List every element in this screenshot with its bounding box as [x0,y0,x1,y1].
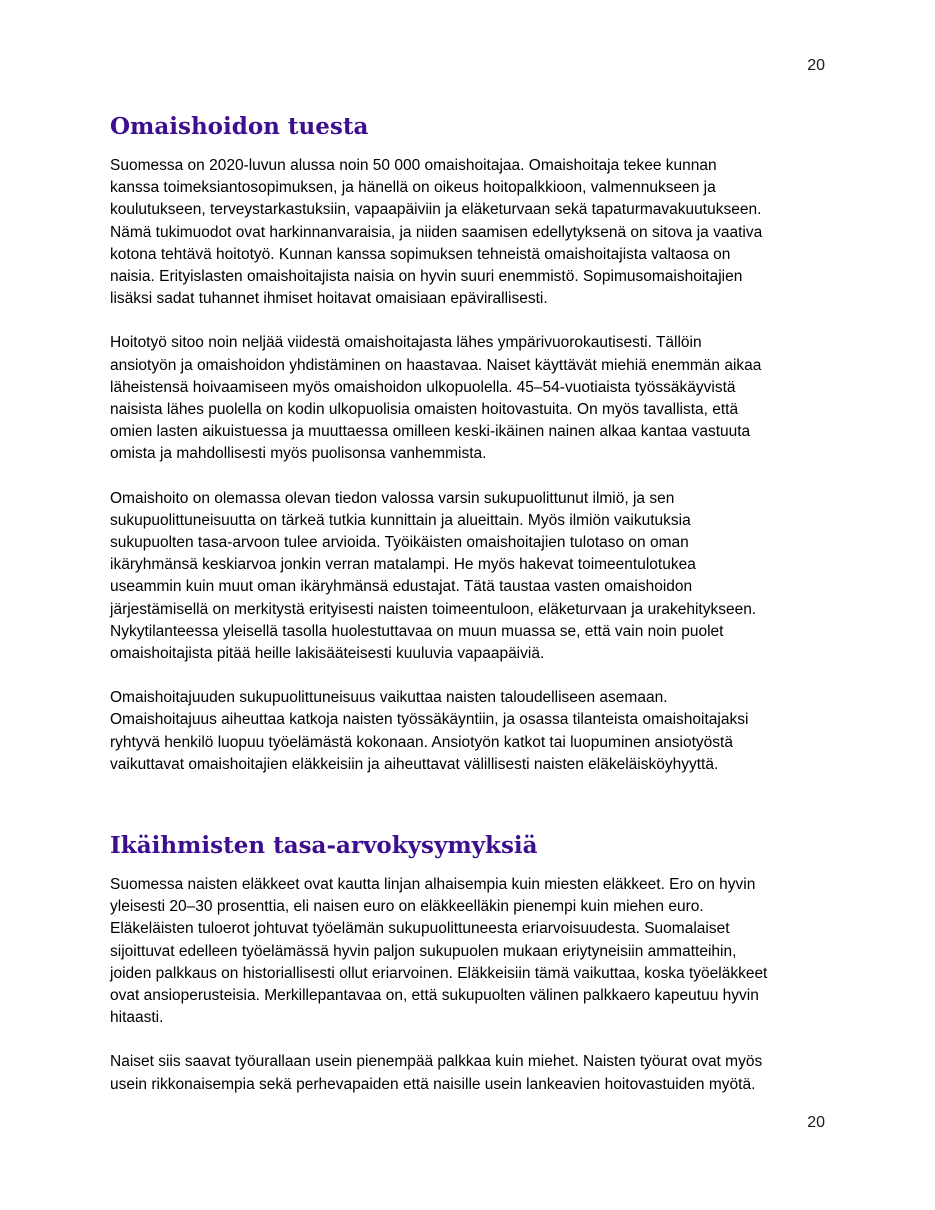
text-line: lisäksi sadat tuhannet ihmiset hoitavat omaisiaan epävirallisesti. [110,290,548,308]
section-body-omaishoito [110,155,830,798]
text-line: kotona tehtävä hoitotyö. Kunnan kanssa sopimuksen tehneistä omaishoitajista valtaosa on [110,245,731,263]
section-heading-ikaihmiset: Ikäihmisten tasa-arvokysymyksiä [110,832,538,859]
paragraph [110,874,830,1029]
paragraph [110,488,830,666]
paragraph [110,1051,830,1095]
text-line: Nämä tukimuodot ovat harkinnanvaraisia, ja niiden saamisen edellytyksenä on sitova ja vaativa [110,223,763,241]
text-line: vaikuttavat omaishoitajien eläkkeisiin ja aiheuttavat välillisesti naisten eläkeläisköyhyyttä. [110,755,719,773]
text-line: Suomessa naisten eläkkeet ovat kautta linjan alhaisempia kuin miesten eläkkeet. Ero on hyvin [110,876,756,893]
text-line: ryhtyvä henkilö luopuu työelämästä kokonaan. Ansiotyön katkot tai luopuminen ansiotyöstä [110,733,733,751]
text-line: omaishoitajista pitää heille lakisääteisesti kuuluvia vapaapäiviä. [110,645,545,663]
text-line: ovat ansioperusteisia. Merkillepantavaa on, että sukupuolten välinen palkkaero kapeutuu hyvin [110,987,759,1005]
text-line: joiden palkkaus on historiallisesti ollut eriarvoinen. Eläkkeisiin tämä vaikuttaa, koska työeläkkeet [110,964,768,982]
section-body-ikaihmiset [110,874,830,1118]
text-line: useammin kuin muut oman ikäryhmänsä edustajat. Tätä taustaa vasten omaishoidon [110,578,693,596]
text-line: ikäryhmänsä keskiarvoa jonkin verran matalampi. He myös hakevat toimeentulotukea [110,556,696,574]
text-line: ansiotyön ja omaishoidon yhdistäminen on haastavaa. Naiset käyttävät miehiä enemmän aikaa [110,356,762,374]
text-line: järjestämisellä on merkitystä erityisesti naisten toimeentuloon, eläketurvaan ja urakehitykseen. [110,600,757,618]
paragraph [110,332,830,465]
page-number-top: 20 [807,57,825,74]
text-line: koulutukseen, terveystarkastuksiin, vapaapäiviin ja eläketurvaan sekä tapaturmavakuutukseen. [110,201,762,219]
text-line: Naiset siis saavat työurallaan usein pienempää palkkaa kuin miehet. Naisten työurat ovat myös [110,1053,763,1071]
section-heading-omaishoito: Omaishoidon tuesta [110,113,369,140]
page-number-bottom: 20 [807,1114,825,1131]
paragraph [110,687,830,776]
text-line: usein rikkonaisempia sekä perhevapaiden että naisille usein lankeavien hoitovastuiden myötä. [110,1075,756,1093]
text-line: sijoittuvat edelleen työelämässä hyvin paljon sukupuolen mukaan eriytyneisiin ammatteihin, [110,942,737,960]
text-line: omien lasten aikuistuessa ja muuttaessa omilleen keski-ikäinen nainen alkaa kantaa vastuuta [110,423,751,441]
text-line: Eläkeläisten tuloerot johtuvat työelämän sukupuolittuneesta eriarvoisuudesta. Suomalaiset [110,920,730,938]
text-line: Omaishoitajuus aiheuttaa katkoja naisten työssäkäyntiin, ja osassa tilanteista omaishoitajaksi [110,711,749,729]
text-line: naisia. Erityislasten omaishoitajista naisia on hyvin suuri enemmistö. Sopimusomaishoitajien [110,268,743,286]
text-line: hitaasti. [110,1009,164,1027]
paragraph [110,155,830,310]
text-line: Suomessa on 2020-luvun alussa noin 50 000 omaishoitajaa. Omaishoitaja tekee kunnan [110,157,717,174]
text-line: sukupuolittuneisuutta on tärkeä tutkia kunnittain ja alueittain. Myös ilmiön vaikutuksia [110,511,691,529]
text-line: Omaishoitajuuden sukupuolittuneisuus vaikuttaa naisten taloudelliseen asemaan. [110,689,668,707]
text-line: Omaishoito on olemassa olevan tiedon valossa varsin sukupuolittunut ilmiö, ja sen [110,489,675,507]
text-line: Nykytilanteessa yleisellä tasolla huolestuttavaa on muun muassa se, että vain noin puolet [110,622,724,640]
text-line: naisista lähes puolella on kodin ulkopuolisia omaisten hoitovastuita. On myös tavallista, että [110,401,739,419]
text-line: omista ja mahdollisesti myös puolisonsa vanhemmista. [110,445,487,463]
text-line: kanssa toimeksiantosopimuksen, ja hänellä on oikeus hoitopalkkioon, valmennukseen ja [110,179,716,197]
text-line: sukupuolten tasa-arvoon tulee arvioida. Työikäisten omaishoitajien tulotaso on oman [110,534,689,552]
text-line: Hoitotyö sitoo noin neljää viidestä omaishoitajasta lähes ympärivuorokautisesti. Tällöin [110,334,702,352]
text-line: yleisesti 20–30 prosenttia, eli naisen euro on eläkkeelläkin pienempi kuin miehen euro. [110,898,704,916]
text-line: läheistensä hoivaamiseen myös omaishoidon ulkopuolella. 45–54-vuotiaista työssäkäyvistä [110,378,736,396]
